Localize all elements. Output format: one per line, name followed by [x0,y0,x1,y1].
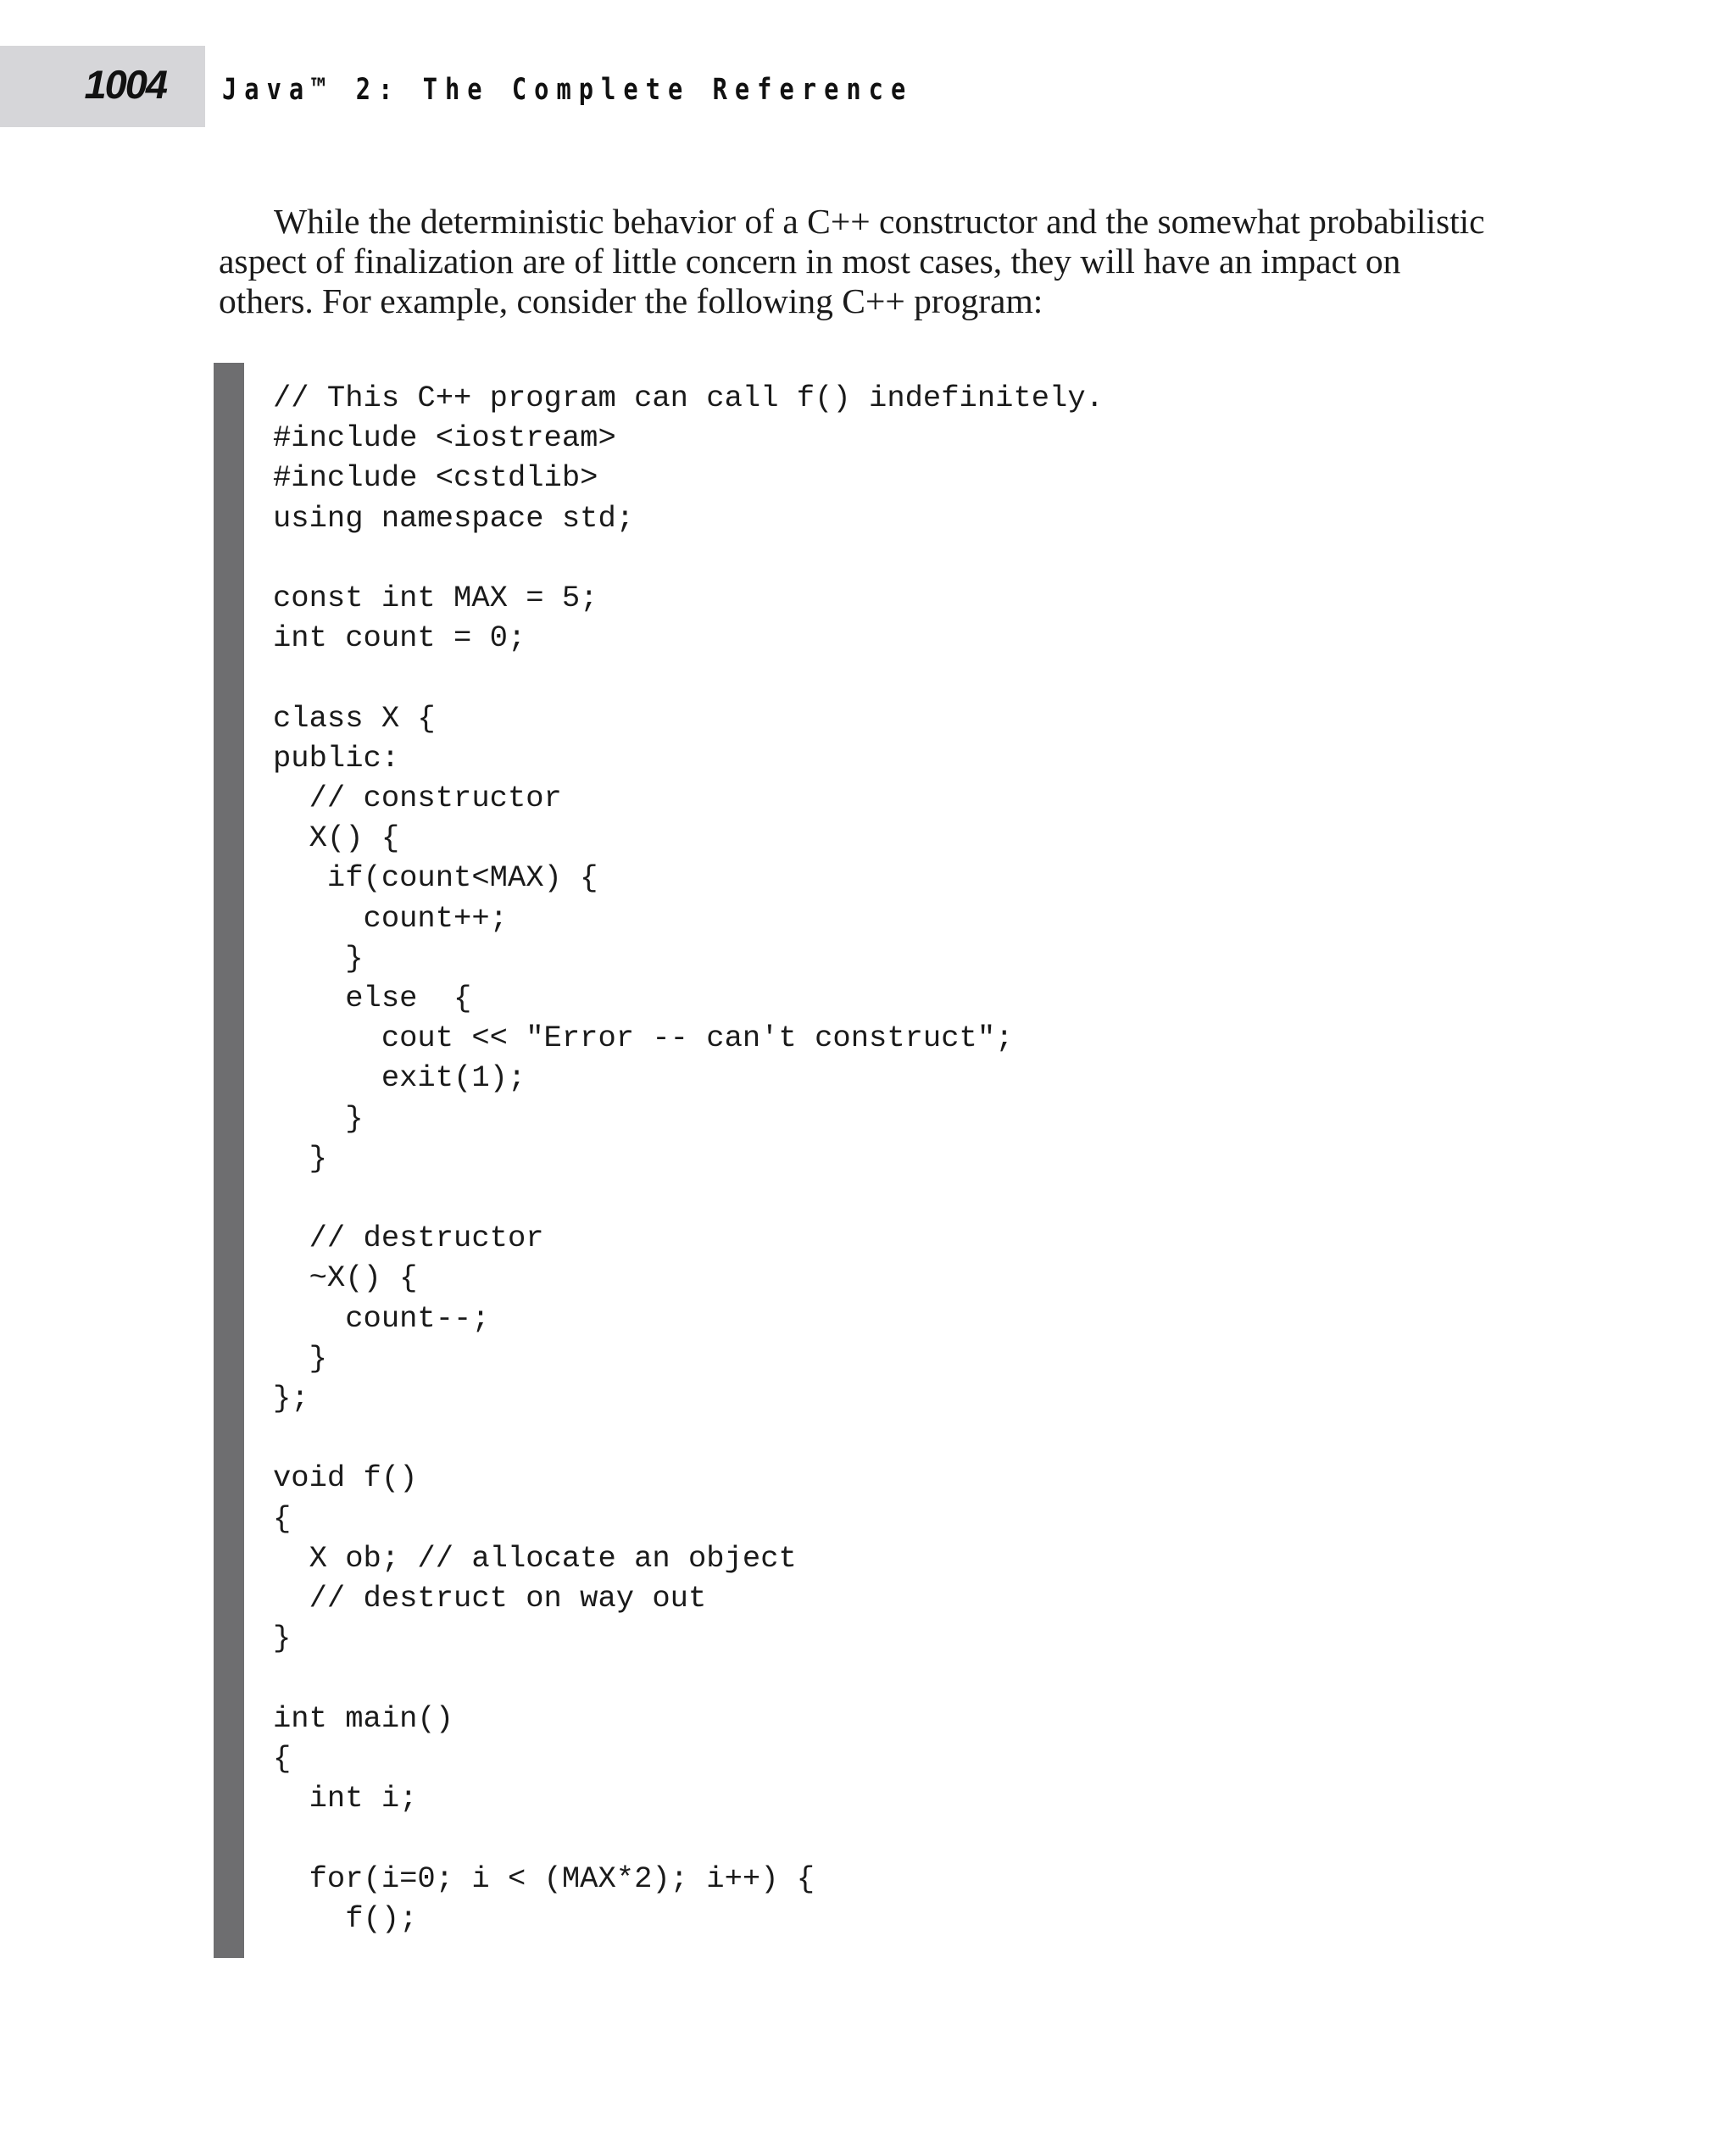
cpp-code-listing: // This C++ program can call f() indefinitely. #include <iostream> #include <cstdlib> using namespace std; const int MAX = 5; int count = 0; class X { public: // constructor X() { if(count<MAX) { count++; } else { cout << "Error -- can't construct"; exit(1); } } // destructor ~X() { count--; } }; void f() { X ob; // allocate an object // destruct on way out } int main() { int i; for(i=0; i < (MAX*2); i++) { f(); [273,381,1104,1936]
intro-paragraph: While the deterministic behavior of a C++ constructor and the somewhat probabilistic aspect of finalization are of little concern in most cases, they will have an impact on others. For example, consider the following C++ program: [219,202,1485,320]
code-block-side-bar [214,363,244,1958]
running-head: Java™ 2: The Complete Reference [222,73,914,107]
page-number-tab [0,46,205,127]
page-number: 1004 [84,62,166,107]
